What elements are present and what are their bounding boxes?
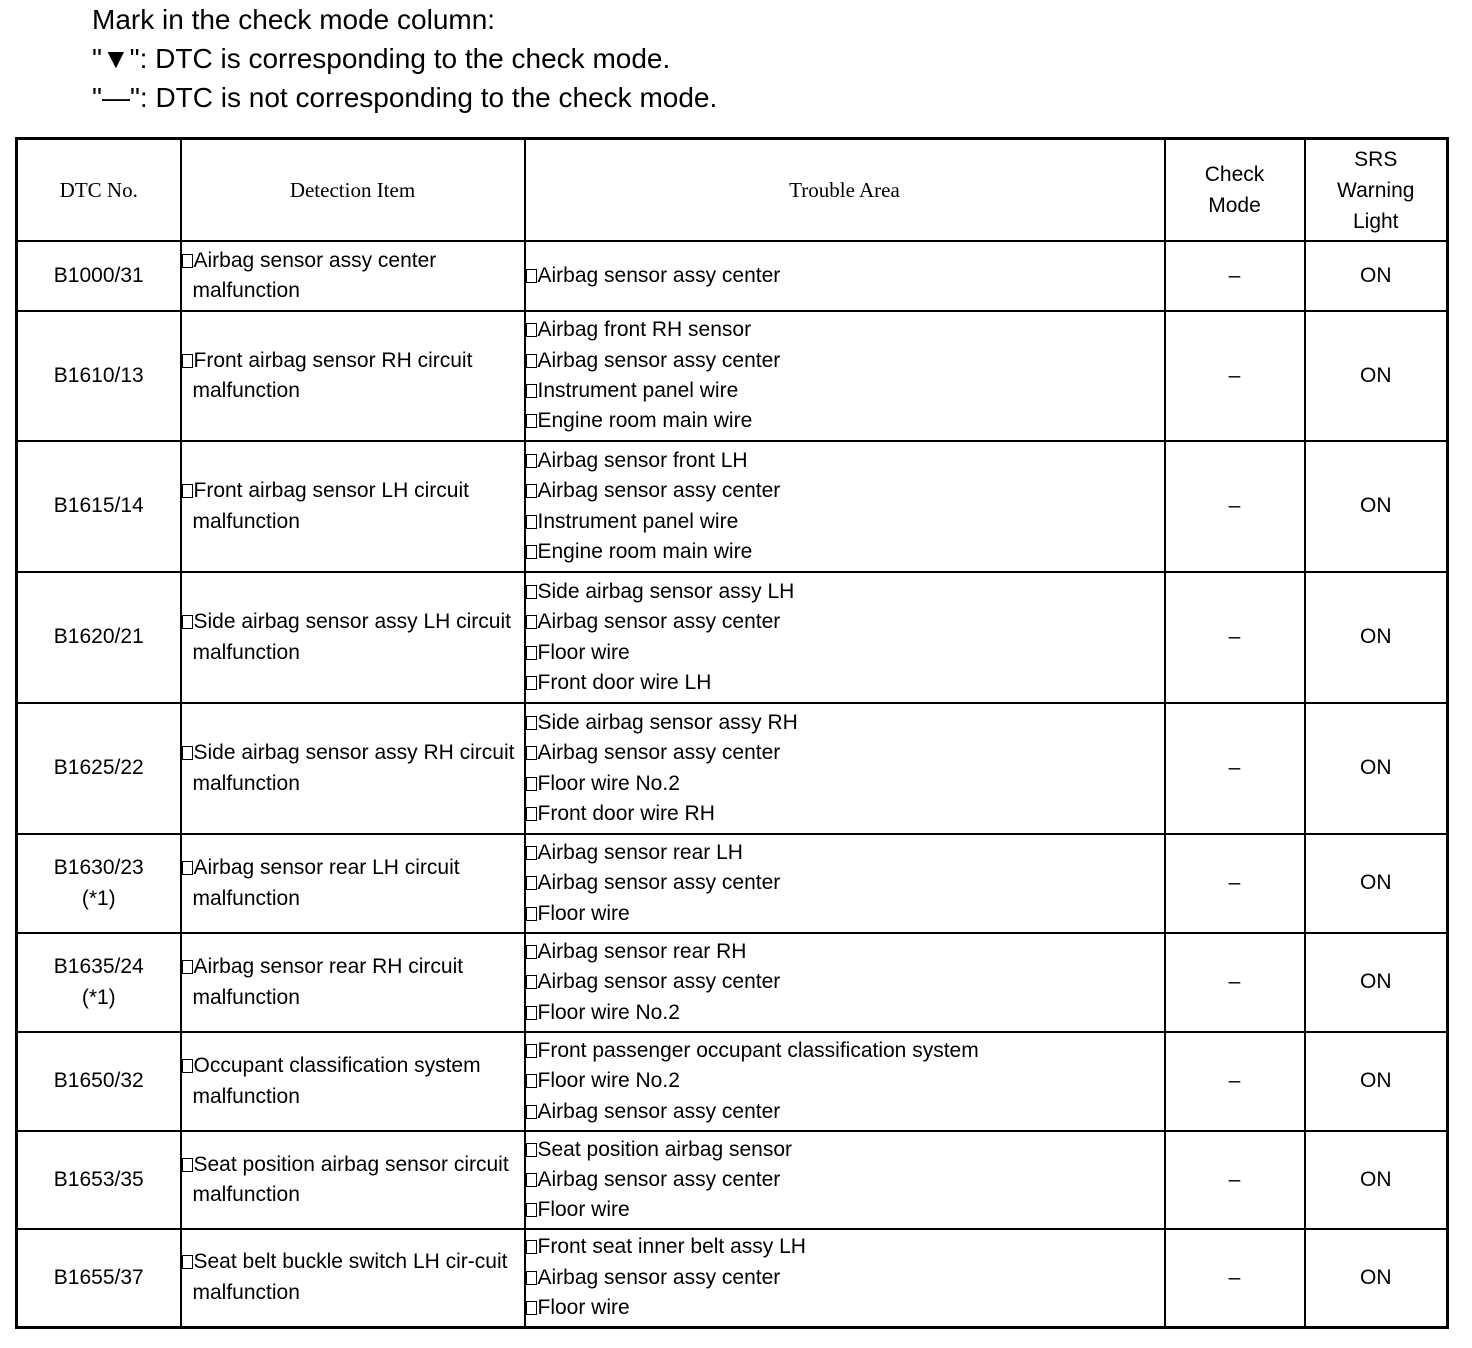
trouble-area-text: Front passenger occupant classification system xyxy=(537,1039,979,1063)
corresponding-text: : DTC is corresponding to the check mode. xyxy=(139,43,671,74)
detection-item xyxy=(182,1150,524,1211)
trouble-area-text: Seat position airbag sensor xyxy=(537,1137,792,1161)
trouble-area-item xyxy=(526,868,1164,898)
trouble-area-item xyxy=(526,998,1164,1028)
legend xyxy=(92,0,717,117)
corresponding-mark: "▼" xyxy=(92,43,140,74)
detection-item xyxy=(182,738,524,799)
srs-warning-light: ON xyxy=(1305,311,1448,441)
header-check-mode xyxy=(1165,139,1305,242)
table-row xyxy=(17,703,1448,834)
srs-warning-light: ON xyxy=(1305,834,1448,933)
not-corresponding-text: : DTC is not corresponding to the check mode. xyxy=(139,82,718,113)
table-row xyxy=(17,834,1448,933)
checkbox-square-icon xyxy=(526,646,537,660)
dtc-note: (*1) xyxy=(81,985,116,1009)
check-mode: – xyxy=(1165,1131,1305,1229)
srs-warning-light: ON xyxy=(1305,572,1448,703)
trouble-area-text: Instrument panel wire xyxy=(537,379,739,402)
detection-item-text: Airbag sensor rear LH circuit malfunction xyxy=(192,856,460,910)
table-row xyxy=(17,241,1448,311)
detection-item xyxy=(182,346,524,407)
table-row xyxy=(17,311,1448,441)
checkbox-square-icon xyxy=(526,1074,537,1088)
trouble-area-item xyxy=(526,769,1164,799)
trouble-area-text: Airbag sensor assy center xyxy=(537,1265,781,1289)
detection-item-cell xyxy=(181,441,525,572)
checkbox-square-icon xyxy=(526,515,537,529)
checkbox-square-icon xyxy=(182,254,193,268)
trouble-area-text: Side airbag sensor assy RH xyxy=(537,710,798,734)
not-corresponding-mark: "—" xyxy=(92,82,140,113)
checkbox-square-icon xyxy=(526,846,537,860)
trouble-area-cell xyxy=(525,1229,1165,1327)
trouble-area-item xyxy=(526,899,1164,929)
table-row xyxy=(17,933,1448,1032)
trouble-area-item xyxy=(526,607,1164,637)
checkbox-square-icon xyxy=(526,323,537,337)
check-mode: – xyxy=(1165,241,1305,311)
srs-warning-light: ON xyxy=(1305,441,1448,572)
trouble-area-cell xyxy=(525,572,1165,703)
detection-item-cell xyxy=(181,703,525,834)
detection-item xyxy=(182,952,524,1013)
checkbox-square-icon xyxy=(526,975,537,989)
dtc-number-cell xyxy=(17,1131,181,1229)
dtc-number: B1635/24 xyxy=(53,955,144,979)
checkbox-square-icon xyxy=(526,354,537,368)
trouble-area-text: Airbag sensor assy center xyxy=(537,871,781,895)
dtc-number-cell xyxy=(17,834,181,933)
trouble-area-text: Floor wire xyxy=(537,1295,630,1319)
trouble-area-item xyxy=(526,1066,1164,1096)
checkbox-square-icon xyxy=(526,1006,537,1020)
trouble-area-item xyxy=(526,668,1164,698)
trouble-area-item xyxy=(526,1097,1164,1127)
checkbox-square-icon xyxy=(526,414,537,428)
table-row xyxy=(17,441,1448,572)
trouble-area-cell xyxy=(525,834,1165,933)
trouble-area-cell xyxy=(525,241,1165,311)
srs-warning-light: ON xyxy=(1305,1032,1448,1131)
dtc-number: B1625/22 xyxy=(53,756,144,780)
trouble-area-item xyxy=(526,708,1164,738)
check-mode: – xyxy=(1165,441,1305,572)
trouble-area-item xyxy=(526,838,1164,868)
trouble-area-item xyxy=(526,967,1164,997)
checkbox-square-icon xyxy=(526,1105,537,1119)
trouble-area-item xyxy=(526,1293,1164,1323)
dtc-number-cell xyxy=(17,572,181,703)
checkbox-square-icon xyxy=(526,1301,537,1315)
check-mode: – xyxy=(1165,1032,1305,1131)
trouble-area-text: Side airbag sensor assy LH xyxy=(537,579,795,603)
trouble-area-text: Instrument panel wire xyxy=(537,509,739,533)
trouble-area-text: Airbag sensor assy center xyxy=(537,263,781,287)
dtc-number-cell xyxy=(17,1229,181,1327)
checkbox-square-icon xyxy=(526,484,537,498)
trouble-area-cell xyxy=(525,1032,1165,1131)
trouble-area-cell xyxy=(525,1131,1165,1229)
detection-item-cell xyxy=(181,933,525,1032)
check-mode: – xyxy=(1165,311,1305,441)
trouble-area-text: Engine room main wire xyxy=(537,409,753,433)
trouble-area-item xyxy=(526,346,1164,376)
trouble-area-text: Floor wire xyxy=(537,1198,630,1222)
detection-item-text: Airbag sensor rear RH circuit malfunction xyxy=(192,955,464,1009)
check-mode: – xyxy=(1165,933,1305,1032)
header-row xyxy=(17,139,1448,242)
detection-item-text: Seat position airbag sensor circuit malfunction xyxy=(192,1152,509,1206)
dtc-number: B1615/14 xyxy=(53,494,144,518)
checkbox-square-icon xyxy=(526,585,537,599)
checkbox-square-icon xyxy=(526,676,537,690)
trouble-area-cell xyxy=(525,933,1165,1032)
checkbox-square-icon xyxy=(526,1203,537,1217)
dtc-number-cell xyxy=(17,311,181,441)
checkbox-square-icon xyxy=(182,861,193,875)
checkbox-square-icon xyxy=(526,269,537,283)
checkbox-square-icon xyxy=(182,746,193,760)
checkbox-square-icon xyxy=(526,384,537,398)
srs-warning-light: ON xyxy=(1305,703,1448,834)
dtc-number-cell xyxy=(17,933,181,1032)
trouble-area-text: Airbag sensor assy center xyxy=(537,1099,781,1123)
trouble-area-item xyxy=(526,1195,1164,1225)
trouble-area-item xyxy=(526,507,1164,537)
legend-not-corresponding xyxy=(92,78,717,117)
checkbox-square-icon xyxy=(182,484,193,498)
trouble-area-text: Airbag sensor front LH xyxy=(537,448,748,472)
checkbox-square-icon xyxy=(182,1255,193,1269)
detection-item-text: Front airbag sensor RH circuit malfunction xyxy=(192,348,473,402)
trouble-area-item xyxy=(526,376,1164,406)
detection-item-cell xyxy=(181,1131,525,1229)
legend-title: Mark in the check mode column: xyxy=(92,4,496,35)
dtc-number: B1650/32 xyxy=(53,1069,144,1093)
trouble-area-item xyxy=(526,638,1164,668)
checkbox-square-icon xyxy=(526,1044,537,1058)
dtc-number: B1653/35 xyxy=(53,1167,144,1191)
detection-item-text: Occupant classification system malfunction xyxy=(192,1054,481,1108)
checkbox-square-icon xyxy=(526,1271,537,1285)
checkbox-square-icon xyxy=(182,354,193,368)
table-row xyxy=(17,1229,1448,1327)
check-mode: – xyxy=(1165,834,1305,933)
table-row xyxy=(17,1131,1448,1229)
trouble-area-text: Airbag sensor assy center xyxy=(537,479,781,503)
checkbox-square-icon xyxy=(526,454,537,468)
detection-item-cell xyxy=(181,1032,525,1131)
trouble-area-text: Airbag sensor assy center xyxy=(537,1167,781,1191)
checkbox-square-icon xyxy=(526,945,537,959)
detection-item xyxy=(182,607,524,668)
dtc-note: (*1) xyxy=(81,886,116,910)
checkbox-square-icon xyxy=(526,746,537,760)
detection-item-cell xyxy=(181,311,525,441)
detection-item xyxy=(182,246,524,307)
dtc-number: B1655/37 xyxy=(53,1265,144,1289)
trouble-area-cell xyxy=(525,703,1165,834)
header-detection-item: Detection Item xyxy=(181,139,525,242)
detection-item-text: Side airbag sensor assy LH circuit malfunction xyxy=(192,610,511,664)
checkbox-square-icon xyxy=(526,777,537,791)
header-srs-warning-light xyxy=(1305,139,1448,242)
dtc-number: B1630/23 xyxy=(53,856,144,880)
detection-item-text: Front airbag sensor LH circuit malfunction xyxy=(192,479,469,533)
dtc-number: B1610/13 xyxy=(53,363,144,387)
trouble-area-item xyxy=(526,577,1164,607)
srs-warning-light: ON xyxy=(1305,933,1448,1032)
trouble-area-item xyxy=(526,1263,1164,1293)
detection-item-cell xyxy=(181,1229,525,1327)
detection-item-text: Airbag sensor assy center malfunction xyxy=(192,248,437,302)
trouble-area-text: Floor wire No.2 xyxy=(537,1069,680,1093)
trouble-area-text: Front door wire LH xyxy=(537,670,712,694)
table-row xyxy=(17,1032,1448,1131)
detection-item-text: Side airbag sensor assy RH circuit malfunction xyxy=(192,741,515,795)
trouble-area-item xyxy=(526,446,1164,476)
detection-item xyxy=(182,1051,524,1112)
checkbox-square-icon xyxy=(526,1240,537,1254)
header-srs-text: SRS Warning Light xyxy=(1337,147,1415,233)
check-mode: – xyxy=(1165,703,1305,834)
table-row xyxy=(17,572,1448,703)
checkbox-square-icon xyxy=(526,1173,537,1187)
detection-item-text: Seat belt buckle switch LH cir-cuit malfunction xyxy=(192,1250,508,1304)
checkbox-square-icon xyxy=(526,545,537,559)
trouble-area-item xyxy=(526,1165,1164,1195)
trouble-area-text: Airbag sensor rear RH xyxy=(537,940,747,964)
trouble-area-item xyxy=(526,937,1164,967)
trouble-area-item xyxy=(526,476,1164,506)
trouble-area-text: Front door wire RH xyxy=(537,801,715,825)
checkbox-square-icon xyxy=(182,1059,193,1073)
checkbox-square-icon xyxy=(182,960,193,974)
detection-item xyxy=(182,1247,524,1308)
checkbox-square-icon xyxy=(526,807,537,821)
dtc-number-cell xyxy=(17,703,181,834)
checkbox-square-icon xyxy=(182,615,193,629)
trouble-area-item xyxy=(526,315,1164,345)
checkbox-square-icon xyxy=(526,876,537,890)
detection-item xyxy=(182,476,524,537)
trouble-area-cell xyxy=(525,441,1165,572)
trouble-area-text: Floor wire No.2 xyxy=(537,1000,680,1024)
header-dtc-no: DTC No. xyxy=(17,139,181,242)
trouble-area-item xyxy=(526,537,1164,567)
trouble-area-item xyxy=(526,406,1164,436)
trouble-area-item xyxy=(526,1135,1164,1165)
trouble-area-item xyxy=(526,261,1164,291)
trouble-area-item xyxy=(526,799,1164,829)
check-mode: – xyxy=(1165,1229,1305,1327)
header-trouble-area: Trouble Area xyxy=(525,139,1165,242)
trouble-area-text: Front seat inner belt assy LH xyxy=(537,1235,806,1259)
detection-item-cell xyxy=(181,834,525,933)
srs-warning-light: ON xyxy=(1305,241,1448,311)
dtc-table xyxy=(15,137,1449,1329)
dtc-number-cell xyxy=(17,441,181,572)
trouble-area-text: Airbag sensor assy center xyxy=(537,348,781,372)
dtc-number: B1620/21 xyxy=(53,625,144,649)
checkbox-square-icon xyxy=(526,1143,537,1157)
dtc-number-cell xyxy=(17,1032,181,1131)
detection-item-cell xyxy=(181,572,525,703)
dtc-number-cell xyxy=(17,241,181,311)
trouble-area-item xyxy=(526,1036,1164,1066)
dtc-number: B1000/31 xyxy=(53,263,144,287)
srs-warning-light: ON xyxy=(1305,1229,1448,1327)
trouble-area-text: Airbag sensor rear LH xyxy=(537,841,743,865)
checkbox-square-icon xyxy=(182,1158,193,1172)
trouble-area-text: Airbag sensor assy center xyxy=(537,610,781,634)
trouble-area-item xyxy=(526,1232,1164,1262)
trouble-area-text: Airbag sensor assy center xyxy=(537,741,781,765)
trouble-area-text: Floor wire No.2 xyxy=(537,771,680,795)
checkbox-square-icon xyxy=(526,615,537,629)
srs-warning-light: ON xyxy=(1305,1131,1448,1229)
detection-item xyxy=(182,853,524,914)
trouble-area-cell xyxy=(525,311,1165,441)
table-body xyxy=(17,241,1448,1327)
trouble-area-text: Airbag sensor assy center xyxy=(537,970,781,994)
trouble-area-item xyxy=(526,738,1164,768)
checkbox-square-icon xyxy=(526,907,537,921)
trouble-area-text: Floor wire xyxy=(537,901,630,925)
trouble-area-text: Floor wire xyxy=(537,640,630,664)
header-check-mode-text: Check Mode xyxy=(1204,163,1265,217)
trouble-area-text: Airbag front RH sensor xyxy=(537,318,752,342)
check-mode: – xyxy=(1165,572,1305,703)
trouble-area-text: Engine room main wire xyxy=(537,539,753,563)
checkbox-square-icon xyxy=(526,716,537,730)
legend-corresponding xyxy=(92,39,717,78)
detection-item-cell xyxy=(181,241,525,311)
